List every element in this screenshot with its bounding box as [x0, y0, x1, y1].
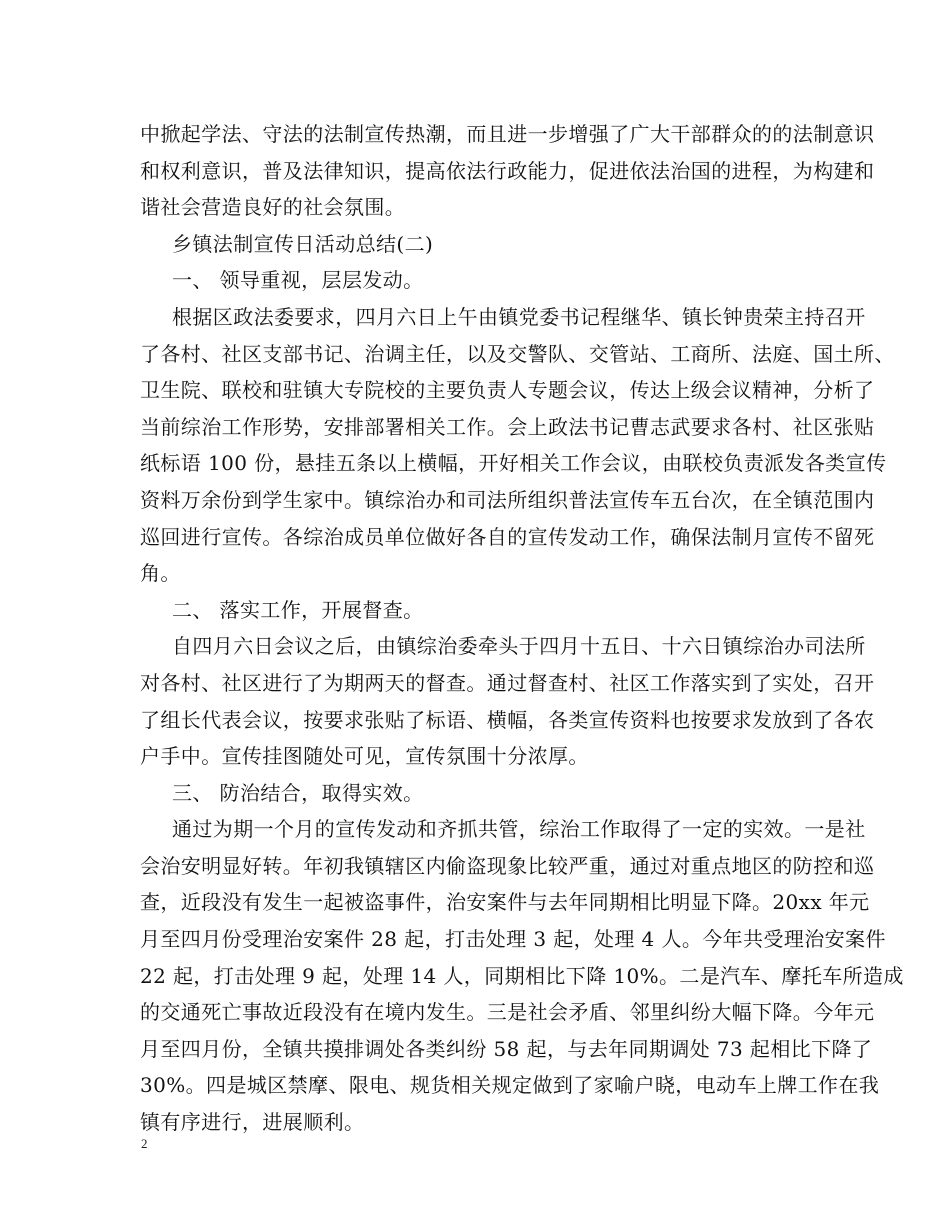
- text-line: 了组长代表会议，按要求张贴了标语、横幅，各类宣传资料也按要求发放到了各农: [140, 707, 875, 732]
- section-title: 乡镇法制宣传日活动总结(二): [172, 231, 434, 256]
- text-line: 巡回进行宣传。各综治成员单位做好各自的宣传发动工作，确保法制月宣传不留死: [140, 524, 875, 549]
- text-line: 户手中。宣传挂图随处可见，宣传氛围十分浓厚。: [140, 744, 589, 769]
- text-line: 会治安明显好转。年初我镇辖区内偷盗现象比较严重，通过对重点地区的防控和巡: [140, 853, 875, 878]
- text-line: 通过为期一个月的宣传发动和齐抓共管，综治工作取得了一定的实效。一是社: [172, 817, 866, 842]
- text-line: 对各村、社区进行了为期两天的督查。通过督查村、社区工作落实到了实处，召开: [140, 670, 875, 695]
- text-line: 30%。四是城区禁摩、限电、规货相关规定做到了家喻户晓，电动车上牌工作在我: [140, 1073, 880, 1098]
- text-line: 卫生院、联校和驻镇大专院校的主要负责人专题会议，传达上级会议精神，分析了: [140, 378, 875, 403]
- text-line: 根据区政法委要求，四月六日上午由镇党委书记程继华、镇长钟贵荣主持召开: [172, 304, 866, 329]
- section-heading: 三、 防治结合，取得实效。: [172, 780, 424, 805]
- text-line: 当前综治工作形势，安排部署相关工作。会上政法书记曹志武要求各村、社区张贴: [140, 414, 875, 439]
- text-line: 资料万余份到学生家中。镇综治办和司法所组织普法宣传车五台次，在全镇范围内: [140, 487, 875, 512]
- text-line: 了各村、社区支部书记、治调主任，以及交警队、交管站、工商所、法庭、国土所、: [140, 341, 895, 366]
- text-line: 中掀起学法、守法的法制宣传热潮，而且进一步增强了广大干部群众的的法制意识: [140, 122, 875, 146]
- section-heading: 一、 领导重视，层层发动。: [172, 268, 424, 293]
- text-line: 镇有序进行，进展顺利。: [140, 1110, 365, 1135]
- text-line: 月至四月份，全镇共摸排调处各类纠纷 58 起，与去年同期调处 73 起相比下降了: [140, 1036, 873, 1061]
- page-number: 2: [141, 1136, 148, 1151]
- text-line: 角。: [140, 561, 181, 586]
- text-line: 的交通死亡事故近段没有在境内发生。三是社会矛盾、邻里纠纷大幅下降。今年元: [140, 1000, 875, 1025]
- text-line: 22 起，打击处理 9 起，处理 14 人，同期相比下降 10%。二是汽车、摩托车所造成: [140, 963, 904, 988]
- text-line: 谐社会营造良好的社会氛围。: [140, 195, 406, 220]
- text-line: 纸标语 100 份，悬挂五条以上横幅，开好相关工作会议，由联校负责派发各类宣传: [140, 451, 887, 476]
- section-heading: 二、 落实工作，开展督查。: [172, 597, 424, 622]
- text-line: 查，近段没有发生一起被盗事件，治安案件与去年同期相比明显下降。20xx 年元: [140, 890, 870, 915]
- text-line: 和权利意识，普及法律知识，提高依法行政能力，促进依法治国的进程，为构建和: [140, 158, 875, 183]
- text-line: 自四月六日会议之后，由镇综治委牵头于四月十五日、十六日镇综治办司法所: [172, 634, 866, 659]
- document-body: [140, 116, 904, 1141]
- text-line: 月至四月份受理治安案件 28 起，打击处理 3 起，处理 4 人。今年共受理治安案件: [140, 927, 886, 952]
